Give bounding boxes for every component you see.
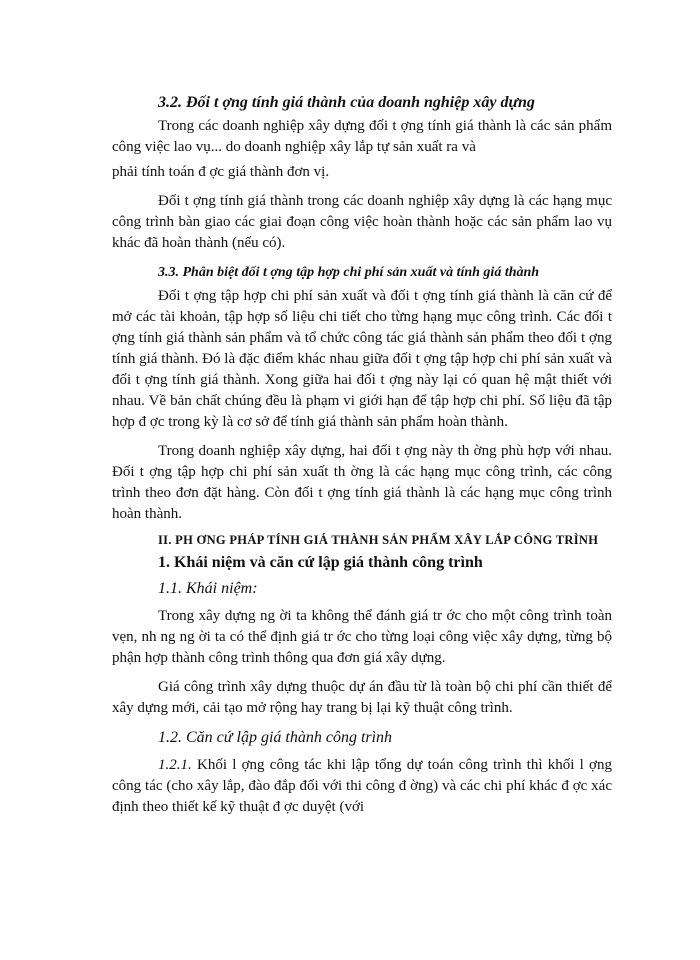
paragraph-1-line-2: phải tính toán đ ợc giá thành đơn vị.: [112, 164, 330, 180]
paragraph-4: Trong doanh nghiệp xây dựng, hai đối t ợng này th ờng phù hợp với nhau. Đối t ợng tập hợp chi phí sản xuất th ờng là các hạng mục công trình, các công trình theo đơn đặt hàng. Còn đối t ợng tính giá thành là các hạng mục công trình hoàn thành.: [112, 443, 612, 522]
paragraph-5: Trong xây dựng ng ời ta không thể đánh giá tr ớc cho một công trình toàn vẹn, nh ng ng ời ta có thể định giá tr ớc cho từng loại công việc xây dựng, từng bộ phận hợp thành công trình thông qua đơn giá xây dựng.: [112, 608, 612, 666]
paragraph-6: Giá công trình xây dựng thuộc dự án đầu từ là toàn bộ chi phí cần thiết để xây dựng mới, cải tạo mở rộng hay trang bị lại kỹ thuật công trình.: [112, 679, 612, 716]
paragraph-7-text: Khối l ợng công tác khi lập tổng dự toán công trình thì khối l ợng công tác (cho xây lắp, đào đắp đối với thi công đ ờng) và các chi phí khác đ ợc xác định theo thiết kế kỹ thuật đ ợc duyệt (với: [112, 757, 612, 815]
document-page: [112, 92, 612, 826]
heading-3-3: 3.3. Phân biệt đối t ợng tập hợp chi phí sản xuất và tính giá thành: [158, 265, 540, 280]
heading-1-1: 1.1. Khái niệm:: [158, 580, 258, 597]
heading-3-2: 3.2. Đối t ợng tính giá thành của doanh nghiệp xây dựng: [158, 94, 535, 111]
paragraph-7-number: 1.2.1.: [158, 757, 192, 773]
heading-1: 1. Khái niệm và căn cứ lập giá thành công trình: [158, 554, 483, 571]
paragraph-1-line-1: Trong các doanh nghiệp xây dựng đối t ợng tính giá thành là các sản phẩm công việc lao vụ... do doanh nghiệp xây lắp tự sản xuất ra và: [112, 118, 612, 155]
paragraph-7: [112, 755, 612, 818]
paragraph-3: Đối t ợng tập hợp chi phí sản xuất và đối t ợng tính giá thành là căn cứ để mở các tài khoản, tập hợp số liệu chi tiết cho từng hạng mục công trình. Các đối t ợng tính giá thành sản phẩm và tổ chức công tác giá thành sản phẩm theo đối t ợng tính giá thành. Đó là đặc điểm khác nhau giữa đối t ợng tập hợp chi phí sản xuất và đối t ợng tính giá thành. Xong giữa hai đối t ợng này lại có quan hệ mật thiết với nhau. Về bản chất chúng đều là phạm vi giới hạn để tập hợp chi phí. Số liệu đã tập hợp đ ợc trong kỳ là cơ sở để tính giá thành sản phẩm hoàn thành.: [112, 288, 612, 430]
paragraph-1: [112, 116, 612, 158]
heading-section-II: II. PH ƠNG PHÁP TÍNH GIÁ THÀNH SẢN PHẨM XÂY LẮP CÔNG TRÌNH: [158, 533, 599, 547]
heading-1-2: 1.2. Căn cứ lập giá thành công trình: [158, 729, 393, 746]
paragraph-1-continuation: [112, 162, 612, 183]
paragraph-2: Đối t ợng tính giá thành trong các doanh nghiệp xây dựng là các hạng mục công trình bàn giao các giai đoạn công việc hoàn thành hoặc các sản phẩm lao vụ khác đã hoàn thành (nếu có).: [112, 193, 612, 251]
